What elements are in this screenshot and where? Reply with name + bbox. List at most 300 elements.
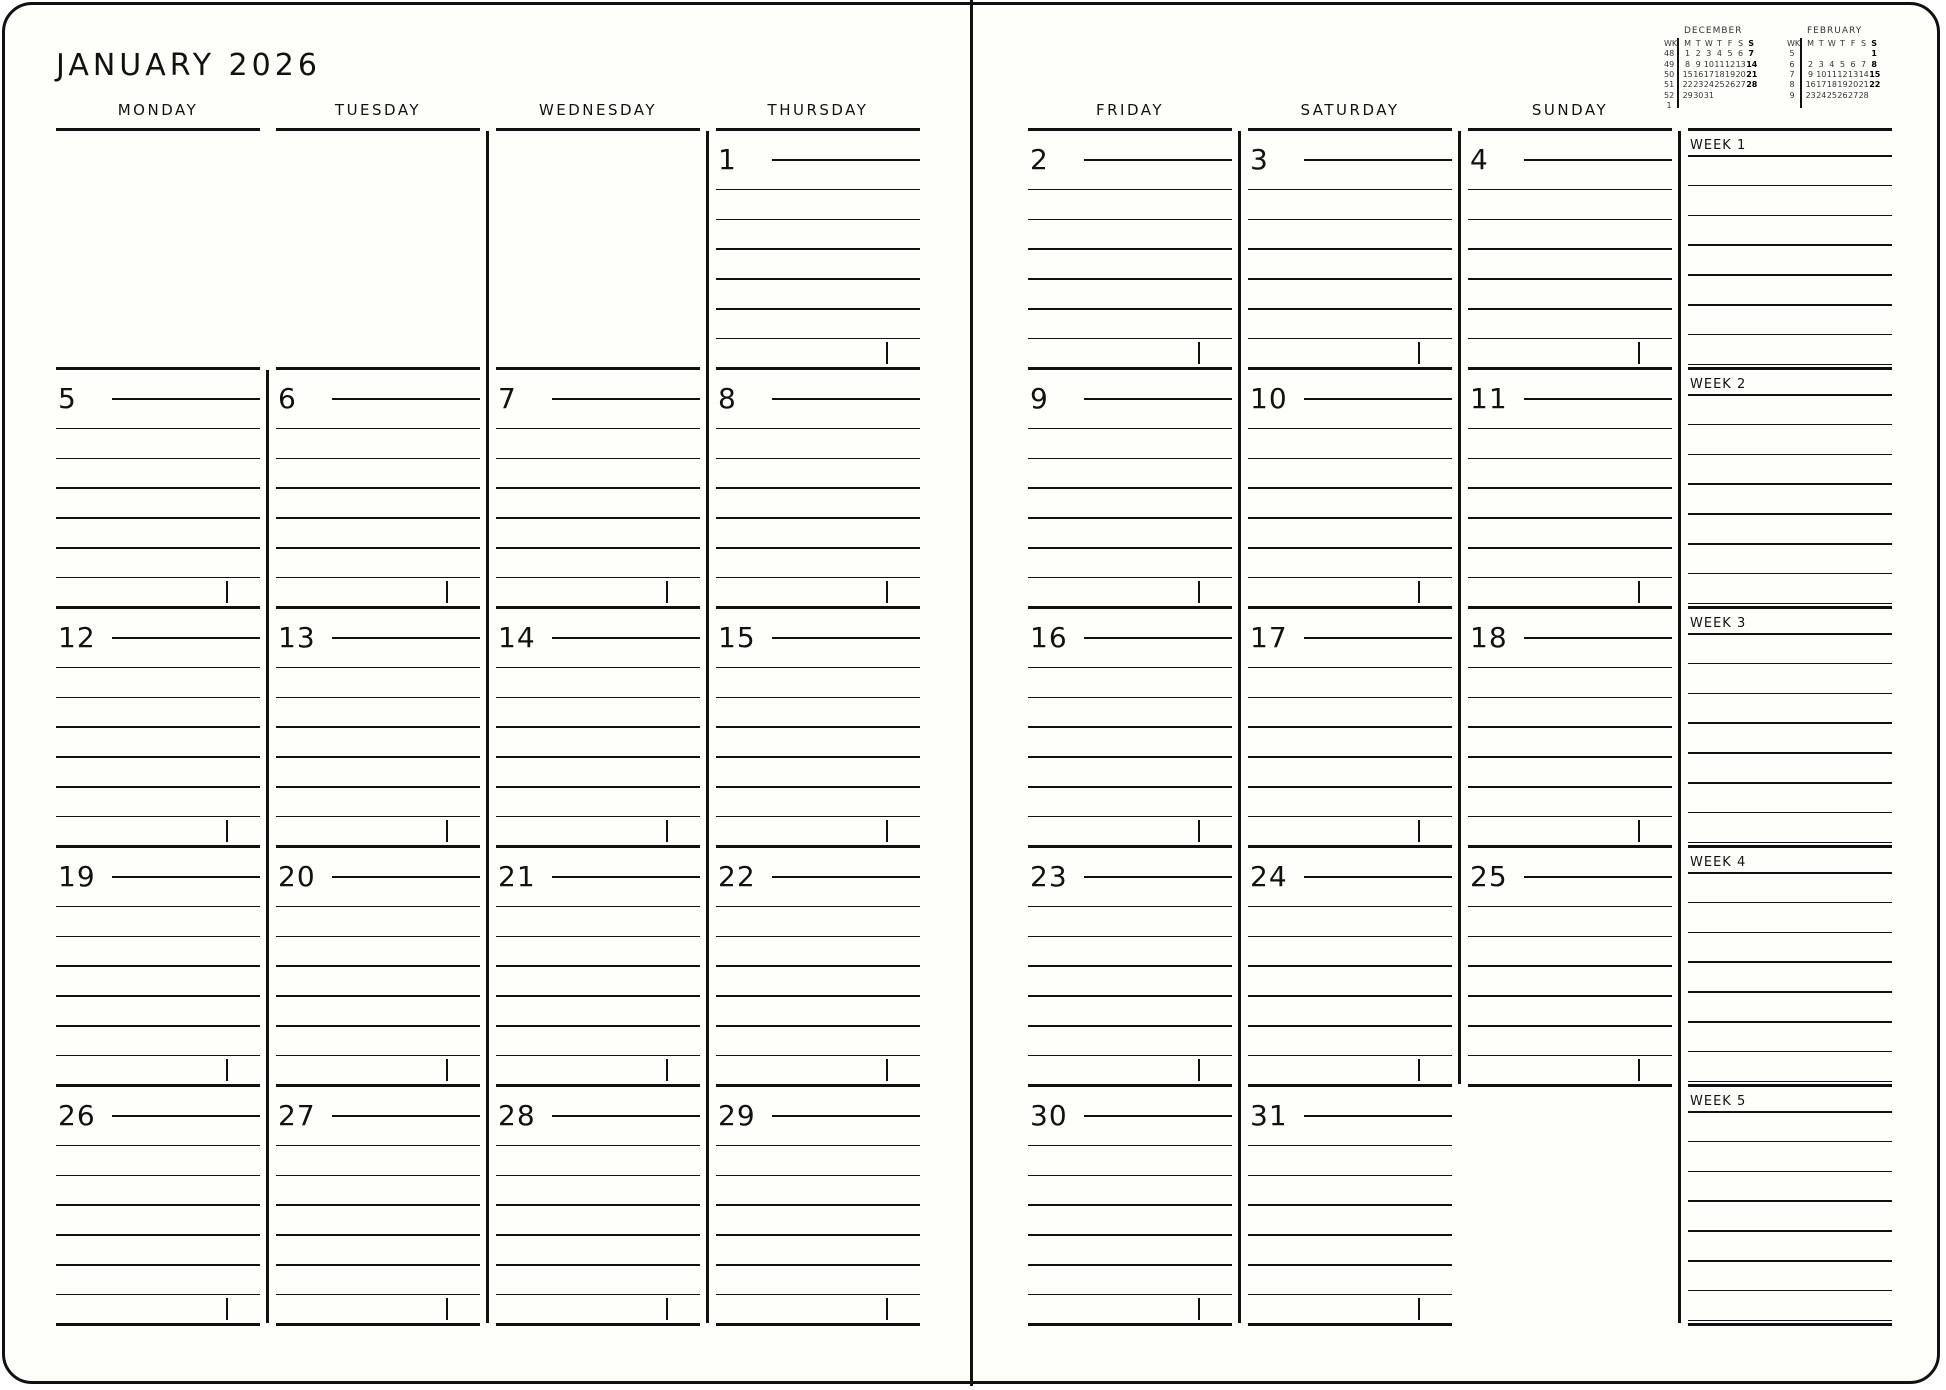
mini-date-cell: 16 xyxy=(1693,69,1704,79)
empty-day-cell xyxy=(1468,1087,1672,1326)
writing-line xyxy=(716,1204,920,1206)
writing-line xyxy=(716,428,920,430)
mini-date-cell: 5 xyxy=(1789,49,1795,59)
writing-line xyxy=(716,667,920,669)
empty-day-cell xyxy=(276,131,480,370)
writing-line xyxy=(1028,816,1232,818)
day-cell-2 xyxy=(1028,131,1232,370)
writing-line xyxy=(716,1264,920,1266)
writing-line xyxy=(716,487,920,489)
day-cell-7 xyxy=(496,370,700,609)
day-number: 14 xyxy=(498,621,536,654)
writing-line xyxy=(56,1025,260,1027)
writing-line xyxy=(1468,428,1672,430)
tick-mark xyxy=(1198,1298,1200,1320)
mini-header-cell: W xyxy=(1704,39,1713,48)
writing-line xyxy=(496,517,700,519)
writing-line xyxy=(56,906,260,908)
day-number-rule xyxy=(772,876,920,878)
day-number: 3 xyxy=(1250,143,1269,176)
writing-line xyxy=(1468,547,1672,549)
day-header-saturday: SATURDAY xyxy=(1300,101,1400,119)
day-number: 26 xyxy=(58,1099,96,1132)
week-note-line xyxy=(1688,215,1892,217)
week-label-rule xyxy=(1688,394,1892,396)
week-note-line xyxy=(1688,543,1892,545)
writing-line xyxy=(496,906,700,908)
writing-line xyxy=(276,816,480,818)
week-note-line xyxy=(1688,991,1892,993)
week-note-line xyxy=(1688,424,1892,426)
mini-date-cell: 1 xyxy=(1666,100,1672,110)
week-note-line xyxy=(1688,693,1892,695)
empty-day-cell xyxy=(56,131,260,370)
writing-line xyxy=(1468,487,1672,489)
week-bottom-rule xyxy=(1688,1323,1892,1326)
week-note-line xyxy=(1688,902,1892,904)
writing-line xyxy=(56,667,260,669)
mini-date-cell: 17 xyxy=(1703,69,1714,79)
week-note-line xyxy=(1688,961,1892,963)
writing-line xyxy=(1028,248,1232,250)
day-number: 12 xyxy=(58,621,96,654)
mini-header-cell: WK xyxy=(1664,39,1678,48)
writing-line xyxy=(716,1175,920,1177)
writing-line xyxy=(56,1264,260,1266)
mini-date-cell: 9 xyxy=(1695,59,1701,69)
day-number-rule xyxy=(1524,398,1672,400)
day-number: 13 xyxy=(278,621,316,654)
writing-line xyxy=(716,248,920,250)
writing-line xyxy=(1028,1055,1232,1057)
writing-line xyxy=(276,577,480,579)
week-header-rule xyxy=(1688,128,1892,131)
mini-date-cell: 27 xyxy=(1735,80,1746,90)
mini-date-cell: 14 xyxy=(1858,69,1869,79)
column-separator xyxy=(1678,131,1681,1323)
tick-mark xyxy=(226,1298,228,1320)
tick-mark xyxy=(1198,820,1200,842)
tick-mark xyxy=(226,1059,228,1081)
writing-line xyxy=(1248,786,1452,788)
writing-line xyxy=(1248,965,1452,967)
day-cell-23 xyxy=(1028,848,1232,1087)
day-cell-4 xyxy=(1468,131,1672,370)
mini-date-cell: 2 xyxy=(1695,49,1701,59)
writing-line xyxy=(1248,219,1452,221)
mini-date-cell: 8 xyxy=(1871,59,1877,69)
mini-date-cell: 29 xyxy=(1682,90,1693,100)
writing-line xyxy=(716,726,920,728)
mini-date-cell: 24 xyxy=(1703,80,1714,90)
mini-header-cell: S xyxy=(1871,39,1878,48)
mini-date-cell: 11 xyxy=(1714,59,1725,69)
mini-header-cell: W xyxy=(1827,39,1836,48)
tick-mark xyxy=(886,581,888,603)
tick-mark xyxy=(1418,1298,1420,1320)
week-note-line xyxy=(1688,1051,1892,1053)
mini-date-cell: 5 xyxy=(1727,49,1733,59)
day-cell-15 xyxy=(716,609,920,848)
mini-date-cell: 19 xyxy=(1725,69,1736,79)
mini-header-cell: M xyxy=(1684,39,1692,48)
writing-line xyxy=(1028,278,1232,280)
writing-line xyxy=(276,1145,480,1147)
day-number: 31 xyxy=(1250,1099,1288,1132)
mini-header-cell: S xyxy=(1738,39,1744,48)
day-header-sunday: SUNDAY xyxy=(1531,101,1609,119)
tick-mark xyxy=(1198,342,1200,364)
writing-line xyxy=(1028,995,1232,997)
tick-mark xyxy=(446,820,448,842)
tick-mark xyxy=(446,1059,448,1081)
day-number-rule xyxy=(332,398,480,400)
mini-date-cell: 7 xyxy=(1861,59,1867,69)
day-number-rule xyxy=(772,637,920,639)
writing-line xyxy=(496,1204,700,1206)
writing-line xyxy=(1028,697,1232,699)
day-cell-30 xyxy=(1028,1087,1232,1326)
mini-date-cell: 51 xyxy=(1664,80,1675,90)
day-number: 20 xyxy=(278,860,316,893)
writing-line xyxy=(496,487,700,489)
day-cell-1 xyxy=(716,131,920,370)
writing-line xyxy=(496,547,700,549)
day-cell-28 xyxy=(496,1087,700,1326)
writing-line xyxy=(716,1025,920,1027)
writing-line xyxy=(1028,1264,1232,1266)
week-note-line xyxy=(1688,513,1892,515)
mini-date-cell: 6 xyxy=(1850,59,1856,69)
writing-line xyxy=(496,1234,700,1236)
writing-line xyxy=(1028,756,1232,758)
week-note-line xyxy=(1688,1320,1892,1322)
writing-line xyxy=(1468,278,1672,280)
writing-line xyxy=(1468,816,1672,818)
mini-date-cell: 7 xyxy=(1748,49,1754,59)
empty-day-cell xyxy=(496,131,700,370)
writing-line xyxy=(56,458,260,460)
day-cell-14 xyxy=(496,609,700,848)
mini-header-cell: M xyxy=(1807,39,1815,48)
mini-date-cell: 20 xyxy=(1735,69,1746,79)
writing-line xyxy=(1468,786,1672,788)
mini-date-cell: 24 xyxy=(1816,90,1827,100)
writing-line xyxy=(276,936,480,938)
day-cell-17 xyxy=(1248,609,1452,848)
writing-line xyxy=(1248,428,1452,430)
writing-line xyxy=(1248,1025,1452,1027)
mini-date-cell: 3 xyxy=(1706,49,1712,59)
week-bottom-rule xyxy=(1688,367,1892,370)
mini-date-cell: 26 xyxy=(1837,90,1848,100)
mini-date-cell: 7 xyxy=(1789,69,1795,79)
day-cell-8 xyxy=(716,370,920,609)
writing-line xyxy=(56,1175,260,1177)
writing-line xyxy=(716,278,920,280)
writing-line xyxy=(716,219,920,221)
day-cell-18 xyxy=(1468,609,1672,848)
tick-mark xyxy=(226,581,228,603)
writing-line xyxy=(1468,726,1672,728)
writing-line xyxy=(276,1204,480,1206)
month-title: JANUARY 2026 xyxy=(56,48,321,83)
column-separator xyxy=(1458,131,1461,1084)
day-cell-19 xyxy=(56,848,260,1087)
writing-line xyxy=(1248,756,1452,758)
column-separator xyxy=(486,131,489,1323)
writing-line xyxy=(1028,577,1232,579)
tick-mark xyxy=(1638,342,1640,364)
day-header-monday: MONDAY xyxy=(117,101,199,119)
writing-line xyxy=(1248,308,1452,310)
mini-calendar-february xyxy=(1787,26,1897,116)
day-cell-12 xyxy=(56,609,260,848)
writing-line xyxy=(56,1145,260,1147)
tick-mark xyxy=(1638,581,1640,603)
writing-line xyxy=(1468,1025,1672,1027)
day-number: 7 xyxy=(498,382,517,415)
day-number-rule xyxy=(332,1115,480,1117)
mini-date-cell: 25 xyxy=(1826,90,1837,100)
writing-line xyxy=(496,816,700,818)
writing-line xyxy=(56,487,260,489)
week-note-line xyxy=(1688,663,1892,665)
writing-line xyxy=(716,995,920,997)
writing-line xyxy=(716,1294,920,1296)
writing-line xyxy=(1468,458,1672,460)
week-label: WEEK 1 xyxy=(1690,138,1747,153)
writing-line xyxy=(716,786,920,788)
writing-line xyxy=(1468,308,1672,310)
mini-date-cell: 10 xyxy=(1816,69,1827,79)
day-number-rule xyxy=(332,876,480,878)
writing-line xyxy=(1248,189,1452,191)
day-number: 10 xyxy=(1250,382,1288,415)
writing-line xyxy=(56,1204,260,1206)
writing-line xyxy=(276,547,480,549)
writing-line xyxy=(1248,248,1452,250)
day-number-rule xyxy=(112,398,260,400)
writing-line xyxy=(496,995,700,997)
mini-header-cell: S xyxy=(1861,39,1867,48)
writing-line xyxy=(496,1264,700,1266)
mini-date-cell: 4 xyxy=(1829,59,1835,69)
mini-date-cell: 25 xyxy=(1714,80,1725,90)
writing-line xyxy=(56,1055,260,1057)
writing-line xyxy=(56,936,260,938)
writing-line xyxy=(276,1234,480,1236)
writing-line xyxy=(716,189,920,191)
writing-line xyxy=(716,577,920,579)
writing-line xyxy=(1028,428,1232,430)
writing-line xyxy=(1028,906,1232,908)
writing-line xyxy=(496,1175,700,1177)
mini-date-cell: 3 xyxy=(1818,59,1824,69)
mini-header-cell: F xyxy=(1850,39,1856,48)
writing-line xyxy=(1028,667,1232,669)
writing-line xyxy=(56,756,260,758)
writing-line xyxy=(496,1294,700,1296)
writing-line xyxy=(496,936,700,938)
day-header-wednesday: WEDNESDAY xyxy=(538,101,658,119)
week-label-rule xyxy=(1688,155,1892,157)
day-header-friday: FRIDAY xyxy=(1095,101,1165,119)
day-number-rule xyxy=(1304,876,1452,878)
writing-line xyxy=(496,756,700,758)
mini-date-cell: 9 xyxy=(1789,90,1795,100)
mini-date-cell: 23 xyxy=(1693,80,1704,90)
day-cell-20 xyxy=(276,848,480,1087)
writing-line xyxy=(1468,189,1672,191)
writing-line xyxy=(56,428,260,430)
week-note-line xyxy=(1688,603,1892,605)
cell-bottom-rule xyxy=(56,1323,260,1326)
day-cell-22 xyxy=(716,848,920,1087)
day-number: 8 xyxy=(718,382,737,415)
writing-line xyxy=(1028,936,1232,938)
writing-line xyxy=(1028,1234,1232,1236)
tick-mark xyxy=(1638,820,1640,842)
writing-line xyxy=(1468,219,1672,221)
writing-line xyxy=(1468,995,1672,997)
mini-date-cell: 23 xyxy=(1805,90,1816,100)
writing-line xyxy=(1248,338,1452,340)
mini-header-cell: T xyxy=(1716,39,1722,48)
tick-mark xyxy=(1638,1059,1640,1081)
week-note-line xyxy=(1688,812,1892,814)
mini-date-cell: 26 xyxy=(1725,80,1736,90)
mini-calendar-divider xyxy=(1677,38,1679,108)
day-cell-3 xyxy=(1248,131,1452,370)
writing-line xyxy=(276,428,480,430)
writing-line xyxy=(1468,1055,1672,1057)
mini-date-cell: 27 xyxy=(1848,90,1859,100)
writing-line xyxy=(1468,906,1672,908)
mini-calendar-december xyxy=(1664,26,1774,116)
day-number-rule xyxy=(552,637,700,639)
writing-line xyxy=(56,995,260,997)
writing-line xyxy=(1028,786,1232,788)
writing-line xyxy=(1028,547,1232,549)
week-note-line xyxy=(1688,454,1892,456)
writing-line xyxy=(716,338,920,340)
writing-line xyxy=(1248,547,1452,549)
mini-date-cell: 4 xyxy=(1716,49,1722,59)
tick-mark xyxy=(1418,820,1420,842)
day-number: 25 xyxy=(1470,860,1508,893)
writing-line xyxy=(1248,906,1452,908)
writing-line xyxy=(56,547,260,549)
tick-mark xyxy=(446,1298,448,1320)
day-cell-5 xyxy=(56,370,260,609)
week-label-rule xyxy=(1688,872,1892,874)
writing-line xyxy=(1028,1145,1232,1147)
day-number-rule xyxy=(772,159,920,161)
writing-line xyxy=(1028,189,1232,191)
writing-line xyxy=(496,577,700,579)
tick-mark xyxy=(1418,581,1420,603)
writing-line xyxy=(716,697,920,699)
day-number: 5 xyxy=(58,382,77,415)
writing-line xyxy=(716,936,920,938)
week-note-line xyxy=(1688,1290,1892,1292)
week-bottom-rule xyxy=(1688,606,1892,609)
writing-line xyxy=(496,697,700,699)
column-separator xyxy=(1238,131,1241,1323)
writing-line xyxy=(716,458,920,460)
week-note-line xyxy=(1688,932,1892,934)
week-bottom-rule xyxy=(1688,1084,1892,1087)
day-number-rule xyxy=(1084,1115,1232,1117)
day-number: 22 xyxy=(718,860,756,893)
tick-mark xyxy=(666,1298,668,1320)
writing-line xyxy=(1248,667,1452,669)
day-number: 21 xyxy=(498,860,536,893)
mini-date-cell: 1 xyxy=(1871,49,1877,59)
writing-line xyxy=(276,965,480,967)
day-number-rule xyxy=(1524,876,1672,878)
writing-line xyxy=(1028,1175,1232,1177)
writing-line xyxy=(56,786,260,788)
writing-line xyxy=(276,726,480,728)
mini-date-cell: 9 xyxy=(1808,69,1814,79)
writing-line xyxy=(1468,338,1672,340)
writing-line xyxy=(1248,1175,1452,1177)
mini-date-cell: 13 xyxy=(1848,69,1859,79)
writing-line xyxy=(56,1294,260,1296)
tick-mark xyxy=(226,820,228,842)
week-label: WEEK 3 xyxy=(1690,616,1747,631)
tick-mark xyxy=(1198,581,1200,603)
mini-date-cell: 30 xyxy=(1693,90,1704,100)
writing-line xyxy=(1248,458,1452,460)
tick-mark xyxy=(886,1059,888,1081)
week-note-line xyxy=(1688,573,1892,575)
writing-line xyxy=(1028,219,1232,221)
writing-line xyxy=(56,1234,260,1236)
week-note-line xyxy=(1688,782,1892,784)
week-bottom-rule xyxy=(1688,845,1892,848)
day-number: 1 xyxy=(718,143,737,176)
writing-line xyxy=(1028,1025,1232,1027)
mini-date-cell: 20 xyxy=(1848,80,1859,90)
cell-bottom-rule xyxy=(1028,1323,1232,1326)
week-note-line xyxy=(1688,334,1892,336)
writing-line xyxy=(716,547,920,549)
writing-line xyxy=(716,906,920,908)
writing-line xyxy=(276,906,480,908)
week-note-line xyxy=(1688,1171,1892,1173)
mini-header-cell: T xyxy=(1695,39,1701,48)
writing-line xyxy=(276,1175,480,1177)
writing-line xyxy=(276,1264,480,1266)
week-note-line xyxy=(1688,1021,1892,1023)
writing-line xyxy=(496,1025,700,1027)
week-note-line xyxy=(1688,1141,1892,1143)
week-note-line xyxy=(1688,1230,1892,1232)
day-number: 23 xyxy=(1030,860,1068,893)
day-number: 30 xyxy=(1030,1099,1068,1132)
writing-line xyxy=(1468,756,1672,758)
day-number-rule xyxy=(112,637,260,639)
week-note-line xyxy=(1688,1260,1892,1262)
writing-line xyxy=(496,1055,700,1057)
day-number: 15 xyxy=(718,621,756,654)
writing-line xyxy=(276,517,480,519)
mini-date-cell: 12 xyxy=(1725,59,1736,69)
mini-date-cell: 31 xyxy=(1703,90,1714,100)
